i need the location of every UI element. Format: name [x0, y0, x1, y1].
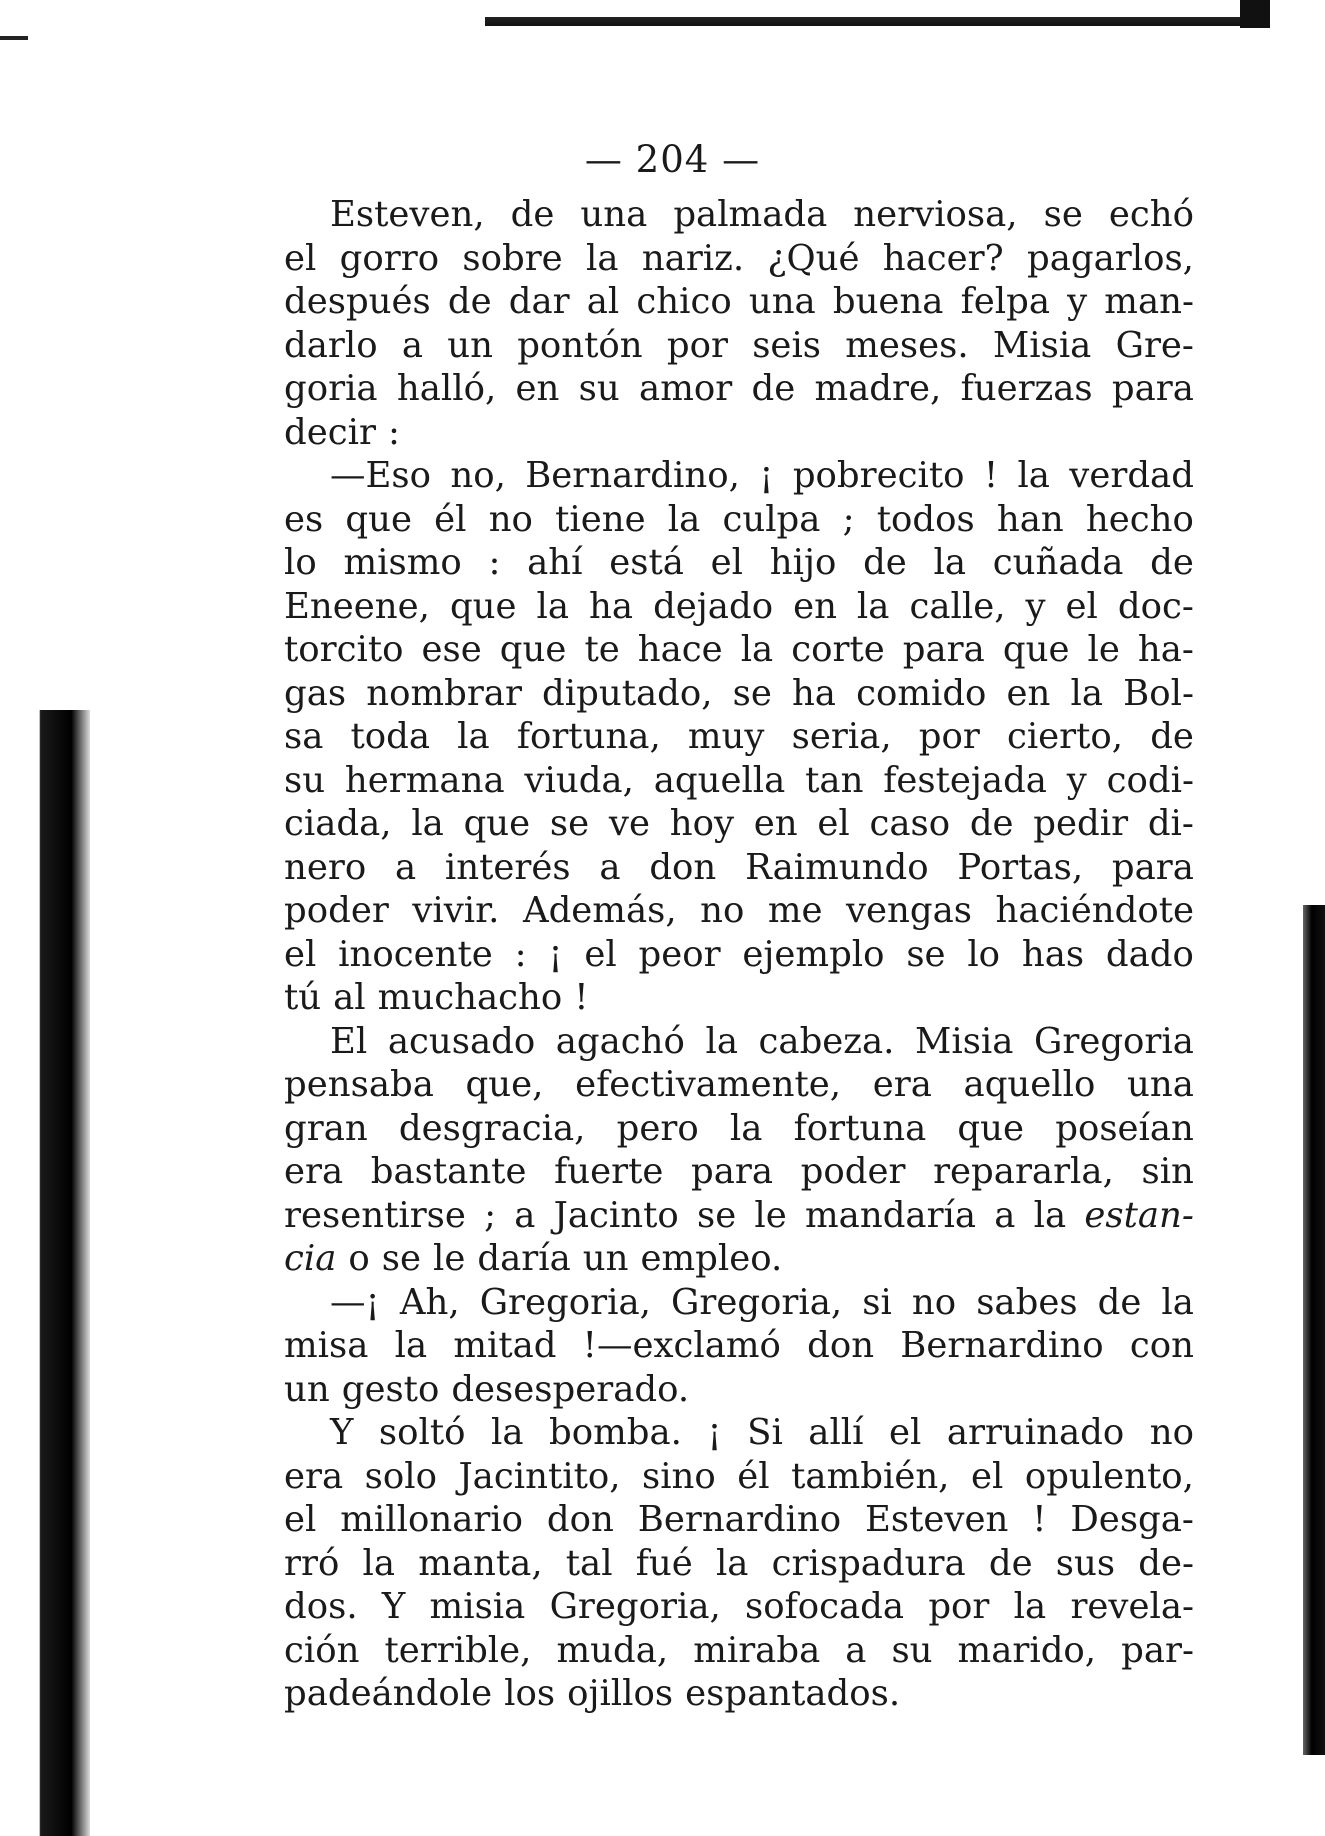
left-binding-shadow — [28, 710, 90, 1836]
text-line: misa la mitad !—exclamó don Bernardino con — [284, 1325, 1194, 1366]
text-line: ciada, la que se ve hoy en el caso de pedir di- — [284, 803, 1194, 844]
text-line: el millonario don Bernardino Esteven ! Desga- — [284, 1499, 1194, 1540]
paragraph — [284, 1281, 1194, 1412]
text-line: torcito ese que te hace la corte para que le ha- — [284, 629, 1194, 670]
paragraph — [284, 193, 1194, 454]
paragraph — [284, 1020, 1194, 1281]
text-line: era solo Jacintito, sino él también, el opulento, — [284, 1455, 1194, 1497]
text-line: —Eso no, Bernardino, ¡ pobrecito ! la verdad — [330, 455, 1194, 496]
text-line: goria halló, en su amor de madre, fuerzas para — [284, 368, 1194, 409]
text-line: después de dar al chico una buena felpa y man- — [284, 281, 1194, 322]
text-line: poder vivir. Además, no me vengas haciéndote — [284, 890, 1194, 931]
body-text — [284, 193, 1194, 1716]
text-line: pensaba que, efectivamente, era aquello una — [284, 1064, 1194, 1105]
text-line: Esteven, de una palmada nerviosa, se echó — [330, 194, 1194, 235]
text-line: —¡ Ah, Gregoria, Gregoria, si no sabes de la — [330, 1281, 1194, 1323]
text-line: Y soltó la bomba. ¡ Si allí el arruinado no — [330, 1412, 1194, 1453]
text-line: darlo a un pontón por seis meses. Misia Gre- — [284, 324, 1194, 366]
paragraph — [284, 1411, 1194, 1716]
page-number: — 204 — — [584, 138, 761, 181]
text-line: dos. Y misia Gregoria, sofocada por la revela- — [284, 1586, 1194, 1627]
text-line: decir : — [284, 411, 400, 453]
text-line: era bastante fuerte para poder repararla, sin — [284, 1151, 1194, 1192]
text-line: gran desgracia, pero la fortuna que poseían — [284, 1107, 1194, 1149]
text-line: es que él no tiene la culpa ; todos han hecho — [284, 498, 1194, 540]
text-line: su hermana viuda, aquella tan festejada y codi- — [284, 759, 1194, 801]
text-line: ción terrible, muda, miraba a su marido, par- — [284, 1629, 1194, 1671]
text-line: resentirse ; a Jacinto se le mandaría a la estan- — [284, 1194, 1194, 1236]
right-edge-shadow — [1303, 905, 1325, 1755]
paragraph — [284, 454, 1194, 1020]
text-line: el inocente : ¡ el peor ejemplo se lo has dado — [284, 933, 1194, 975]
text-line: El acusado agachó la cabeza. Misia Gregoria — [330, 1020, 1194, 1062]
text-line: nero a interés a don Raimundo Portas, para — [284, 846, 1194, 888]
text-line: rró la manta, tal fué la crispadura de sus de- — [284, 1542, 1194, 1584]
text-line: el gorro sobre la nariz. ¿Qué hacer? pagarlos, — [284, 237, 1194, 279]
text-line: tú al muchacho ! — [284, 977, 589, 1018]
text-line: lo mismo : ahí está el hijo de la cuñada de — [284, 542, 1194, 583]
text-line: Eneene, que la ha dejado en la calle, y el doc- — [284, 585, 1194, 627]
text-line: gas nombrar diputado, se ha comido en la Bol- — [284, 672, 1194, 714]
text-line: padeándole los ojillos espantados. — [284, 1673, 901, 1714]
text-line: sa toda la fortuna, muy seria, por cierto, de — [284, 716, 1194, 757]
top-rule-end — [1240, 0, 1270, 28]
top-rule — [485, 12, 1265, 26]
scan-corner-mark — [0, 36, 28, 40]
text-line: cia o se le daría un empleo. — [284, 1238, 783, 1279]
text-line: un gesto desesperado. — [284, 1368, 690, 1410]
